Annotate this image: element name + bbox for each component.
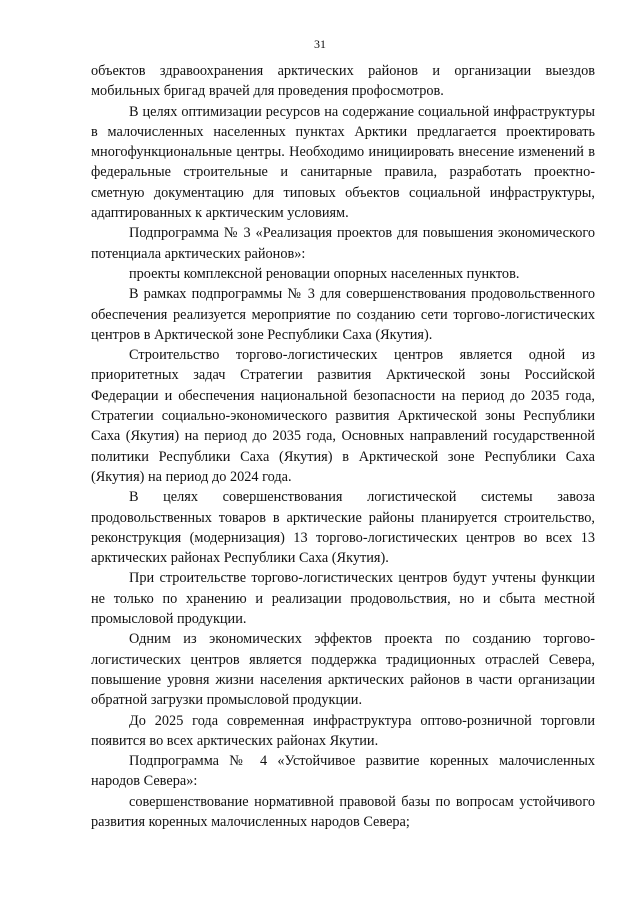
paragraph-7: В целях совершенствования логистической системы завоза продовольственных товаров в арктические районы планируется строительство, реконструкция (модернизация) 13 торгово-логистических центров во всех 13 арктических районах Республики Саха (Якутия). — [91, 489, 595, 567]
paragraph-12: совершенствование нормативной правовой базы по вопросам устойчивого развития коренных малочисленных народов Севера; — [91, 793, 595, 830]
page-number: 31 — [314, 37, 326, 51]
paragraph-5: В рамках подпрограммы № 3 для совершенствования продовольственного обеспечения реализуется мероприятие по созданию сети торгово-логистических центров в Арктической зоне Республики Саха (Якутия). — [91, 286, 595, 343]
document-body — [91, 61, 595, 832]
paragraph-10: До 2025 года современная инфраструктура оптово-розничной торговли появится во всех арктических районах Якутии. — [91, 712, 595, 749]
paragraph-9: Одним из экономических эффектов проекта по созданию торгово-логистических центров является поддержка традиционных отраслей Севера, повышение уровня жизни населения арктических районов в части организации обратной загрузки промысловой продукции. — [91, 631, 595, 709]
paragraph-4: проекты комплексной реновации опорных населенных пунктов. — [129, 265, 520, 282]
paragraph-8: При строительстве торгово-логистических центров будут учтены функции не только по хранению и реализации продовольствия, но и сбыта местной промысловой продукции. — [91, 570, 595, 628]
paragraph-6: Строительство торгово-логистических центров является одной из приоритетных задач Стратегии развития Арктической зоны Российской Федерации и обеспечения национальной безопасности на период до 2035 года, Стратегии социально-экономического развития Арктической зоны Республики Саха (Якутия) на период до 2035 года, Основных направлений государственной политики Республики Саха (Якутия) в Арктической зоне Республики Саха (Якутия) на период до 2024 года. — [91, 347, 595, 485]
paragraph-2: В целях оптимизации ресурсов на содержание социальной инфраструктуры в малочисленных населенных пунктах Арктики предлагается проектировать многофункциональные центры. Необходимо инициировать внесение изменений в федеральные строительные и санитарные правила, разработать проектно-сметную документацию для типовых объектов социальной инфраструктуры, адаптированных к арктическим условиям. — [91, 103, 595, 222]
paragraph-3: Подпрограмма № 3 «Реализация проектов для повышения экономического потенциала арктических районов»: — [91, 225, 595, 262]
paragraph-11: Подпрограмма № 4 «Устойчивое развитие коренных малочисленных народов Севера»: — [91, 753, 595, 790]
paragraph-1: объектов здравоохранения арктических районов и организации выездов мобильных бригад врачей для проведения профосмотров. — [91, 63, 595, 100]
